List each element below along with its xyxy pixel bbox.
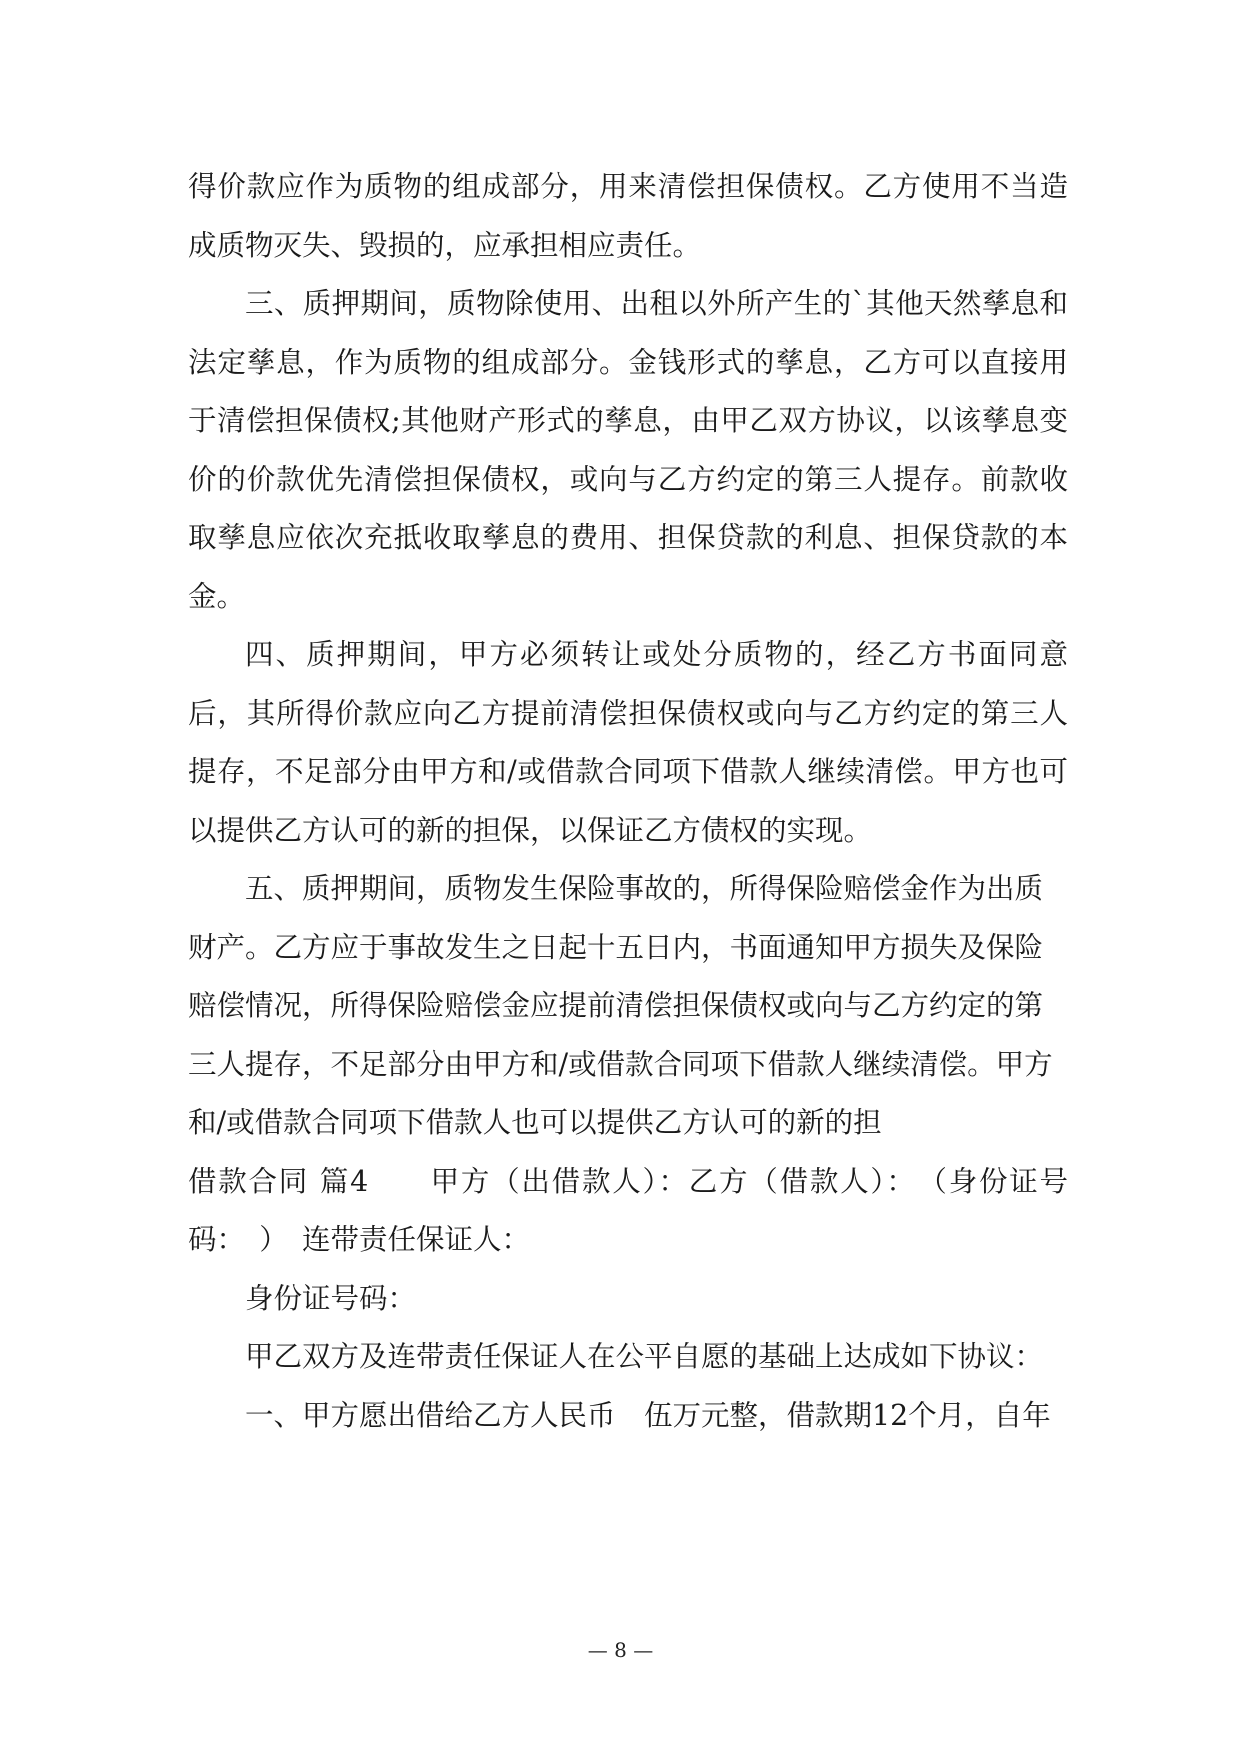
paragraph-id-number: 身份证号码： [245,1281,417,1315]
paragraph-clause-four: 四、质押期间，甲方必须转让或处分质物的，经乙方书面同意后，其所得价款应向乙方提前清偿担保债权或向与乙方约定的第三人提存，不足部分由甲方和/或借款合同项下借款人继续清偿。甲方也可以提供乙方认可的新的担保，以保证乙方债权的实现。 [188,638,1068,847]
paragraph-clause-five: 五、质押期间，质物发生保险事故的，所得保险赔偿金作为出质财产。乙方应于事故发生之日起十五日内，书面通知甲方损失及保险赔偿情况，所得保险赔偿金应提前清偿担保债权或向与乙方约定的第三人提存，不足部分由甲方和/或借款合同项下借款人继续清偿。甲方和/或借款合同项下借款人也可以提供乙方认可的新的担 [188,872,1053,1139]
paragraph-clause-three: 三、质押期间，质物除使用、出租以外所产生的`其他天然孳息和法定孳息，作为质物的组成部分。金钱形式的孳息，乙方可以直接用于清偿担保债权;其他财产形式的孳息，由甲乙双方协议，以该孳息变价的价款优先清偿担保债权，或向与乙方约定的第三人提存。前款收取孳息应依次充抵收取孳息的费用、担保贷款的利息、担保贷款的本金。 [188,287,1068,613]
paragraph-agreement-intro: 甲乙双方及连带责任保证人在公平自愿的基础上达成如下协议： [245,1340,1044,1373]
paragraph-pledge-price: 得价款应作为质物的组成部分，用来清偿担保债权。乙方使用不当造成质物灭失、毁损的，应承担相应责任。 [188,170,1068,262]
paragraph-loan-terms: 一、甲方愿出借给乙方人民币 伍万元整，借款期12个月，自年 [245,1398,1051,1432]
paragraph-contract-header: 借款合同 篇4 甲方（出借款人）：乙方（借款人）： （身份证号码： ） 连带责任保证人： [188,1164,1068,1256]
document-body [188,158,1068,1445]
page-number: — 8 — [587,1638,654,1662]
